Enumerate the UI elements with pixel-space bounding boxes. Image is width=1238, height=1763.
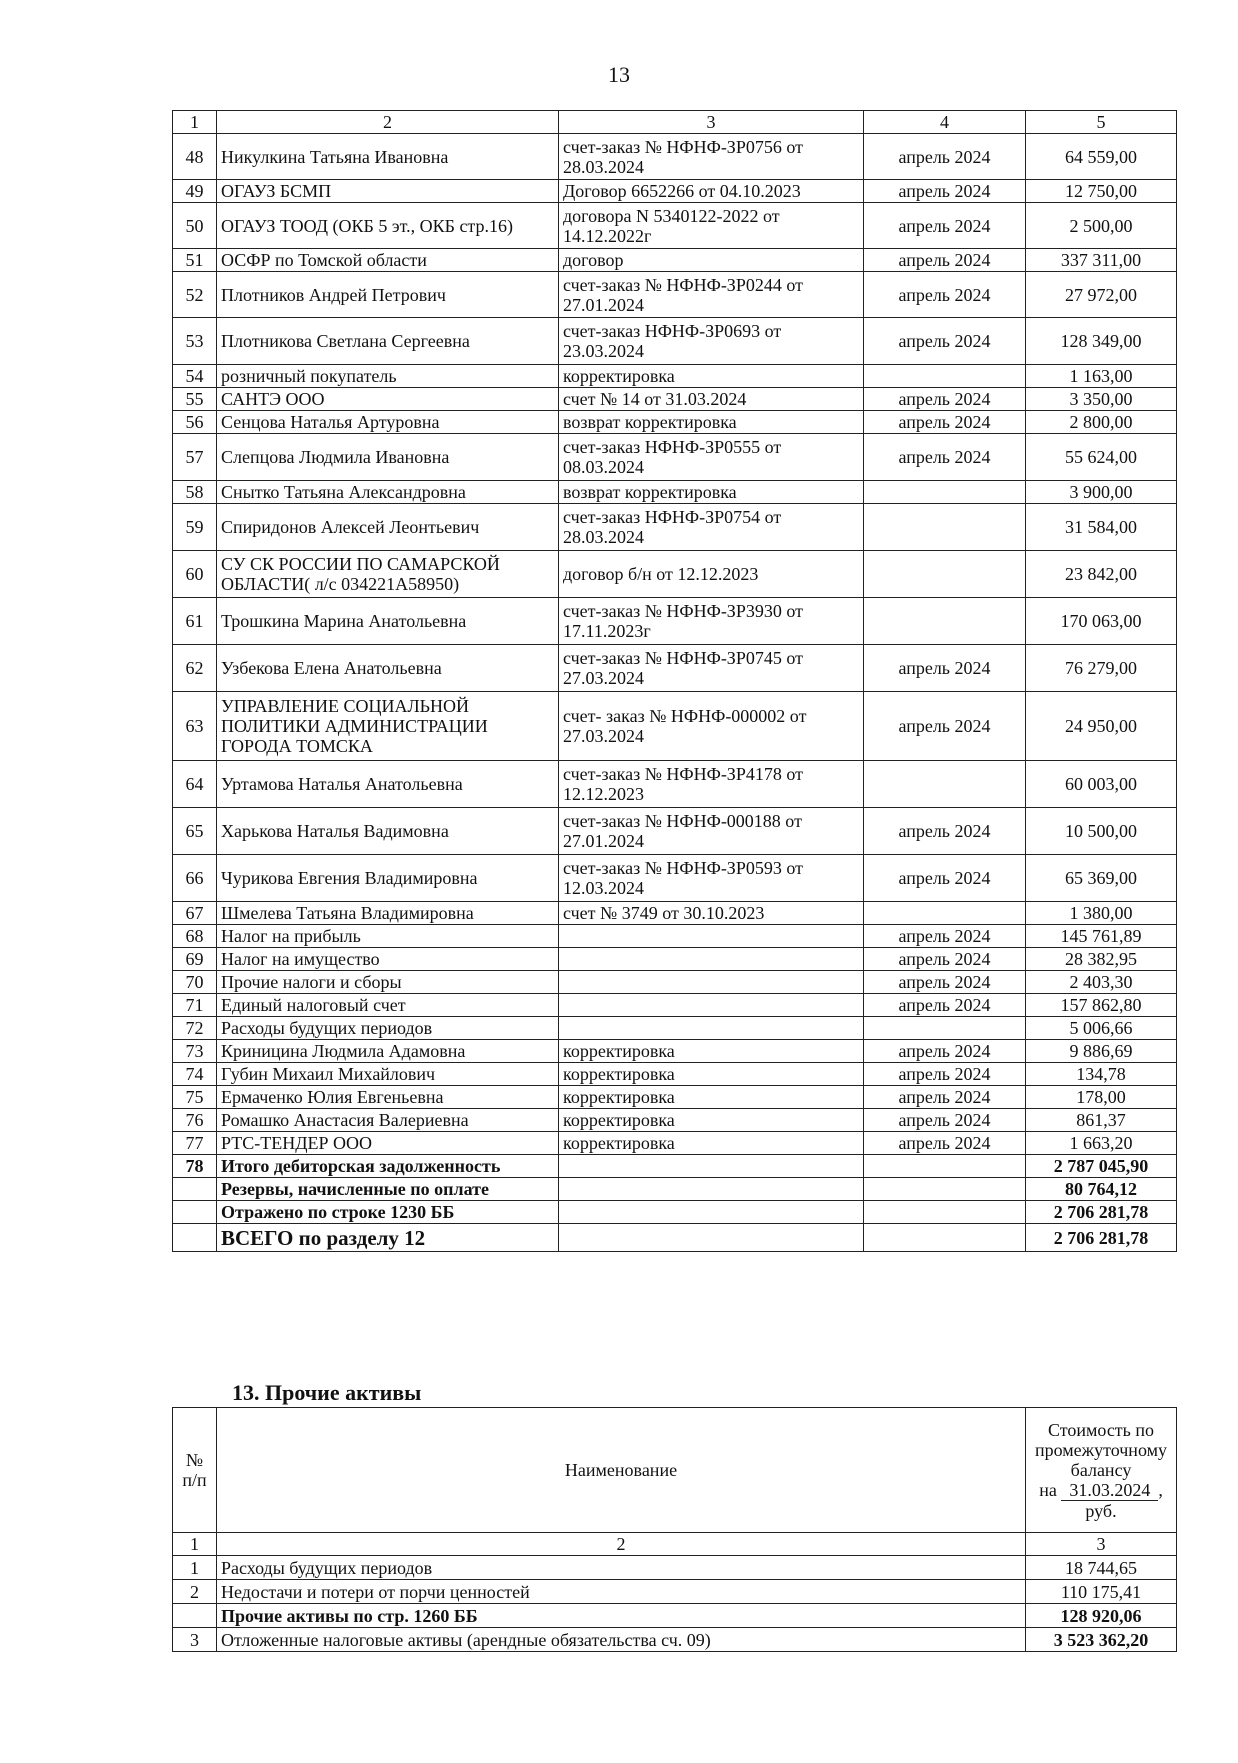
row-period [864,1178,1026,1201]
row-period [864,902,1026,925]
table-row [173,434,1177,481]
row-number [173,1604,217,1628]
table-row [173,203,1177,249]
row-number: 58 [173,481,217,504]
row-number [173,1224,217,1252]
row-counterparty: Ромашко Анастасия Валериевна [217,1109,559,1132]
row-number: 64 [173,761,217,808]
row-amount: 128 920,06 [1026,1604,1177,1628]
row-document [559,925,864,948]
col-number-4: 4 [864,111,1026,134]
receivables-table [172,110,1177,1252]
table-row [173,645,1177,692]
col-number-1: 1 [173,111,217,134]
row-amount: 55 624,00 [1026,434,1177,481]
row-counterparty: Прочие налоги и сборы [217,971,559,994]
row-number: 75 [173,1086,217,1109]
table-row [173,1063,1177,1086]
row-amount: 27 972,00 [1026,272,1177,318]
row-counterparty: Ермаченко Юлия Евгеньевна [217,1086,559,1109]
row-document [559,1017,864,1040]
table-row [173,272,1177,318]
row-document: корректировка [559,1086,864,1109]
row-name: Отложенные налоговые активы (арендные обязательства сч. 09) [217,1628,1026,1652]
row-number: 53 [173,318,217,365]
row-document [559,994,864,1017]
row-counterparty: Снытко Татьяна Александровна [217,481,559,504]
row-period: апрель 2024 [864,692,1026,761]
table-row [173,1155,1177,1178]
row-number: 48 [173,134,217,180]
col-number-1: 1 [173,1533,217,1556]
header-cost-label: Стоимость по промежуточному балансу [1034,1419,1167,1480]
table-row [173,551,1177,598]
row-period: апрель 2024 [864,272,1026,318]
row-counterparty: Трошкина Марина Анатольевна [217,598,559,645]
row-amount: 157 862,80 [1026,994,1177,1017]
row-document: счет № 14 от 31.03.2024 [559,388,864,411]
row-document: корректировка [559,1063,864,1086]
row-number: 60 [173,551,217,598]
table-row [173,971,1177,994]
row-amount: 1 663,20 [1026,1132,1177,1155]
col-number-2: 2 [217,111,559,134]
row-document: корректировка [559,1132,864,1155]
col-number-3: 3 [559,111,864,134]
row-period: апрель 2024 [864,411,1026,434]
row-amount: 60 003,00 [1026,761,1177,808]
row-period: апрель 2024 [864,971,1026,994]
row-period: апрель 2024 [864,1132,1026,1155]
row-period [864,1155,1026,1178]
row-period: апрель 2024 [864,203,1026,249]
row-number: 63 [173,692,217,761]
row-document: счет-заказ № НФНФ-000188 от 27.01.2024 [559,808,864,855]
row-period: апрель 2024 [864,249,1026,272]
row-document: счет-заказ № НФНФ-ЗР0745 от 27.03.2024 [559,645,864,692]
row-counterparty: ОСФР по Томской области [217,249,559,272]
row-number: 49 [173,180,217,203]
row-amount: 337 311,00 [1026,249,1177,272]
row-period [864,1224,1026,1252]
table-header-row [173,111,1177,134]
row-period: апрель 2024 [864,855,1026,902]
row-amount: 24 950,00 [1026,692,1177,761]
row-counterparty: Плотникова Светлана Сергеевна [217,318,559,365]
table-row [173,761,1177,808]
table-row [173,1132,1177,1155]
row-number: 55 [173,388,217,411]
table-row [173,1086,1177,1109]
page-number: 13 [608,62,630,87]
row-amount: 28 382,95 [1026,948,1177,971]
row-number: 59 [173,504,217,551]
row-period [864,761,1026,808]
row-period: апрель 2024 [864,388,1026,411]
row-number: 61 [173,598,217,645]
table-row [173,994,1177,1017]
row-amount: 110 175,41 [1026,1580,1177,1604]
table-row [173,1628,1177,1652]
row-counterparty: ВСЕГО по разделу 12 [217,1224,559,1252]
row-document: счет-заказ № НФНФ-ЗР4178 от 12.12.2023 [559,761,864,808]
row-amount: 2 706 281,78 [1026,1201,1177,1224]
row-amount: 2 500,00 [1026,203,1177,249]
table-row [173,692,1177,761]
row-number: 57 [173,434,217,481]
row-amount: 2 706 281,78 [1026,1224,1177,1252]
row-document [559,1201,864,1224]
header-num: № п/п [173,1408,217,1533]
table-row [173,1017,1177,1040]
table-row [173,180,1177,203]
row-name: Расходы будущих периодов [217,1556,1026,1580]
row-number: 1 [173,1556,217,1580]
table-row [173,411,1177,434]
row-period [864,365,1026,388]
section-title: 13. Прочие активы [232,1380,422,1405]
row-number: 50 [173,203,217,249]
row-amount: 10 500,00 [1026,808,1177,855]
row-document: корректировка [559,1040,864,1063]
row-counterparty: Шмелева Татьяна Владимировна [217,902,559,925]
row-period: апрель 2024 [864,994,1026,1017]
row-document: корректировка [559,365,864,388]
row-counterparty: Губин Михаил Михайлович [217,1063,559,1086]
row-counterparty: Отражено по строке 1230 ББ [217,1201,559,1224]
row-document: договор [559,249,864,272]
other-assets-table [172,1407,1177,1652]
table-row [173,249,1177,272]
row-counterparty: Плотников Андрей Петрович [217,272,559,318]
row-period: апрель 2024 [864,645,1026,692]
table-row [173,388,1177,411]
table-row [173,1109,1177,1132]
row-document [559,971,864,994]
row-period [864,551,1026,598]
row-number: 77 [173,1132,217,1155]
row-document [559,948,864,971]
row-number: 62 [173,645,217,692]
row-number [173,1178,217,1201]
row-counterparty: Слепцова Людмила Ивановна [217,434,559,481]
row-period: апрель 2024 [864,1063,1026,1086]
row-period: апрель 2024 [864,925,1026,948]
row-document: договора N 5340122-2022 от 14.12.2022г [559,203,864,249]
row-period: апрель 2024 [864,1086,1026,1109]
row-number: 74 [173,1063,217,1086]
row-number: 52 [173,272,217,318]
row-name: Недостачи и потери от порчи ценностей [217,1580,1026,1604]
header-cost [1026,1408,1177,1533]
table-row [173,1040,1177,1063]
row-period: апрель 2024 [864,1109,1026,1132]
row-document: счет-заказ № НФНФ-ЗР3930 от 17.11.2023г [559,598,864,645]
table-row [173,504,1177,551]
row-amount: 1 380,00 [1026,902,1177,925]
row-amount: 64 559,00 [1026,134,1177,180]
row-amount: 145 761,89 [1026,925,1177,948]
header-cost-prefix: на [1039,1479,1057,1500]
table-row [173,1201,1177,1224]
row-number: 3 [173,1628,217,1652]
table-row [173,1580,1177,1604]
row-number [173,1201,217,1224]
row-counterparty: Налог на прибыль [217,925,559,948]
row-amount: 65 369,00 [1026,855,1177,902]
row-amount: 2 403,30 [1026,971,1177,994]
header-name: Наименование [217,1408,1026,1533]
row-document: счет-заказ № НФНФ-ЗР0593 от 12.03.2024 [559,855,864,902]
row-counterparty: Харькова Наталья Вадимовна [217,808,559,855]
row-counterparty: розничный покупатель [217,365,559,388]
table-row [173,134,1177,180]
row-period: апрель 2024 [864,180,1026,203]
row-amount: 178,00 [1026,1086,1177,1109]
row-number: 54 [173,365,217,388]
row-amount: 2 787 045,90 [1026,1155,1177,1178]
header-cost-date: 31.03.2024 [1061,1480,1158,1501]
row-amount: 12 750,00 [1026,180,1177,203]
row-period: апрель 2024 [864,134,1026,180]
row-document [559,1155,864,1178]
row-document: счет-заказ № НФНФ-ЗР0244 от 27.01.2024 [559,272,864,318]
header-cost-suffix: , [1158,1479,1163,1500]
table-row [173,855,1177,902]
row-period: апрель 2024 [864,1040,1026,1063]
row-period [864,1201,1026,1224]
table-row [173,808,1177,855]
row-amount: 3 523 362,20 [1026,1628,1177,1652]
table-row [173,481,1177,504]
row-counterparty: УПРАВЛЕНИЕ СОЦИАЛЬНОЙ ПОЛИТИКИ АДМИНИСТРАЦИИ ГОРОДА ТОМСКА [217,692,559,761]
row-counterparty: Резервы, начисленные по оплате [217,1178,559,1201]
row-amount: 31 584,00 [1026,504,1177,551]
row-counterparty: Налог на имущество [217,948,559,971]
row-document: возврат корректировка [559,411,864,434]
row-number: 56 [173,411,217,434]
row-counterparty: Чурикова Евгения Владимировна [217,855,559,902]
row-document: счет № 3749 от 30.10.2023 [559,902,864,925]
table-row [173,365,1177,388]
table-row [173,1178,1177,1201]
row-amount: 861,37 [1026,1109,1177,1132]
row-amount: 134,78 [1026,1063,1177,1086]
row-document: договор б/н от 12.12.2023 [559,551,864,598]
row-document [559,1224,864,1252]
row-number: 73 [173,1040,217,1063]
col-number-3: 3 [1026,1533,1177,1556]
table-row [173,1604,1177,1628]
row-counterparty: Сенцова Наталья Артуровна [217,411,559,434]
row-counterparty: Итого дебиторская задолженность [217,1155,559,1178]
row-amount: 76 279,00 [1026,645,1177,692]
row-amount: 170 063,00 [1026,598,1177,645]
row-amount: 5 006,66 [1026,1017,1177,1040]
row-amount: 9 886,69 [1026,1040,1177,1063]
row-number: 51 [173,249,217,272]
row-number: 65 [173,808,217,855]
row-period [864,481,1026,504]
row-document: счет-заказ НФНФ-ЗР0754 от 28.03.2024 [559,504,864,551]
header-cost-unit: руб. [1085,1500,1117,1521]
row-counterparty: Спиридонов Алексей Леонтьевич [217,504,559,551]
row-counterparty: Криницина Людмила Адамовна [217,1040,559,1063]
row-number: 67 [173,902,217,925]
row-number: 71 [173,994,217,1017]
col-number-2: 2 [217,1533,1026,1556]
row-period: апрель 2024 [864,434,1026,481]
row-document: счет- заказ № НФНФ-000002 от 27.03.2024 [559,692,864,761]
table-row [173,1556,1177,1580]
row-number: 70 [173,971,217,994]
row-amount: 80 764,12 [1026,1178,1177,1201]
row-number: 78 [173,1155,217,1178]
row-document: Договор 6652266 от 04.10.2023 [559,180,864,203]
table-row [173,902,1177,925]
row-number: 76 [173,1109,217,1132]
row-document: счет-заказ НФНФ-ЗР0693 от 23.03.2024 [559,318,864,365]
row-number: 72 [173,1017,217,1040]
row-amount: 18 744,65 [1026,1556,1177,1580]
row-period: апрель 2024 [864,808,1026,855]
col-number-5: 5 [1026,111,1177,134]
row-number: 66 [173,855,217,902]
table-row [173,925,1177,948]
row-counterparty: ОГАУЗ ТООД (ОКБ 5 эт., ОКБ стр.16) [217,203,559,249]
row-number: 2 [173,1580,217,1604]
row-amount: 128 349,00 [1026,318,1177,365]
row-counterparty: ОГАУЗ БСМП [217,180,559,203]
row-document: счет-заказ № НФНФ-ЗР0756 от 28.03.2024 [559,134,864,180]
row-document [559,1178,864,1201]
row-name: Прочие активы по стр. 1260 ББ [217,1604,1026,1628]
table-row [173,948,1177,971]
row-counterparty: САНТЭ ООО [217,388,559,411]
row-counterparty: Единый налоговый счет [217,994,559,1017]
row-counterparty: СУ СК РОССИИ ПО САМАРСКОЙ ОБЛАСТИ( л/с 034221А58950) [217,551,559,598]
row-counterparty: Уртамова Наталья Анатольевна [217,761,559,808]
row-number: 68 [173,925,217,948]
table-header-row [173,1408,1177,1533]
row-counterparty: Никулкина Татьяна Ивановна [217,134,559,180]
table-row [173,598,1177,645]
row-counterparty: Узбекова Елена Анатольевна [217,645,559,692]
row-period [864,598,1026,645]
row-document: корректировка [559,1109,864,1132]
row-amount: 1 163,00 [1026,365,1177,388]
row-amount: 2 800,00 [1026,411,1177,434]
row-period [864,1017,1026,1040]
row-amount: 3 900,00 [1026,481,1177,504]
row-document: счет-заказ НФНФ-ЗР0555 от 08.03.2024 [559,434,864,481]
column-number-row [173,1533,1177,1556]
table-row [173,1224,1177,1252]
row-number: 69 [173,948,217,971]
row-counterparty: Расходы будущих периодов [217,1017,559,1040]
row-period: апрель 2024 [864,318,1026,365]
table-row [173,318,1177,365]
row-amount: 23 842,00 [1026,551,1177,598]
row-period: апрель 2024 [864,948,1026,971]
row-counterparty: РТС-ТЕНДЕР ООО [217,1132,559,1155]
row-amount: 3 350,00 [1026,388,1177,411]
row-period [864,504,1026,551]
row-document: возврат корректировка [559,481,864,504]
